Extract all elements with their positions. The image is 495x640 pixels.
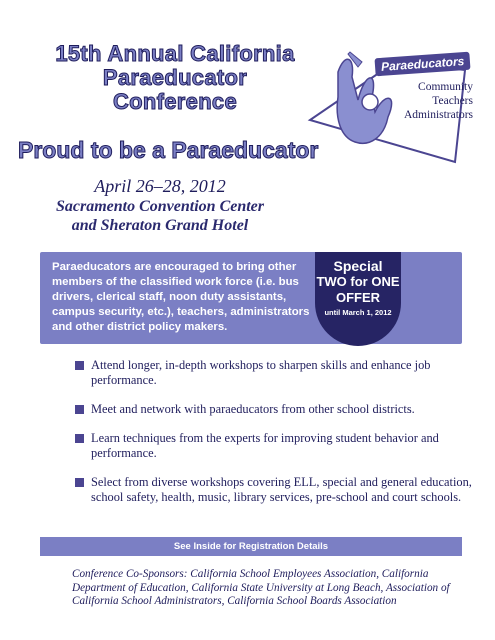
event-date: April 26–28, 2012 <box>94 176 226 196</box>
event-venue-line-2: and Sheraton Grand Hotel <box>71 217 249 234</box>
title-line-3: Conference <box>112 89 238 114</box>
tagline: Proud to be a Paraeducator <box>18 137 319 163</box>
benefit-text: Attend longer, in-depth workshops to sharpen skills and enhance job performance. <box>91 358 431 387</box>
special-offer-badge <box>315 252 401 346</box>
audience-administrators: Administrators <box>404 109 473 121</box>
badge-line-2: TWO for ONE <box>316 274 400 289</box>
title-line-2: Paraeducator <box>102 65 248 90</box>
square-bullet-icon <box>75 405 84 414</box>
event-venue-line-1: Sacramento Convention Center <box>55 198 265 215</box>
square-bullet-icon <box>75 361 84 370</box>
list-item <box>75 431 475 461</box>
registration-banner: See Inside for Registration Details <box>40 537 462 556</box>
callout-text: Paraeducators are encouraged to bring other members of the classified work force (i.e. bus drivers, clerical staff, noon duty assistants, campus security, etc.), teachers, administrators and other district policy makers. <box>52 261 310 333</box>
logo-audience-list <box>404 80 473 122</box>
benefits-list <box>75 358 475 519</box>
benefit-text: Meet and network with paraeducators from other school districts. <box>91 402 415 416</box>
list-item <box>75 402 475 417</box>
event-info <box>0 175 320 235</box>
benefit-text: Learn techniques from the experts for improving student behavior and performance. <box>91 431 439 460</box>
square-bullet-icon <box>75 478 84 487</box>
audience-teachers: Teachers <box>432 95 473 107</box>
title-line-1: 15th Annual California <box>55 41 295 66</box>
badge-deadline: until March 1, 2012 <box>324 308 392 317</box>
list-item <box>75 475 475 505</box>
badge-line-3: OFFER <box>335 290 381 305</box>
audience-community: Community <box>418 81 473 93</box>
list-item <box>75 358 475 388</box>
square-bullet-icon <box>75 434 84 443</box>
badge-line-1: Special <box>333 258 383 274</box>
benefit-text: Select from diverse workshops covering ELL, special and general education, school safety, health, music, library services, pre-school and court schools. <box>91 475 472 504</box>
cosponsors-text: Conference Co-Sponsors: California School Employees Association, California Department of Education, California State University at Long Beach, Association of California School Administrators, California School Boards Association <box>72 568 450 607</box>
conference-title <box>40 42 310 114</box>
paraeducators-logo-text: Paraeducators <box>374 52 470 77</box>
